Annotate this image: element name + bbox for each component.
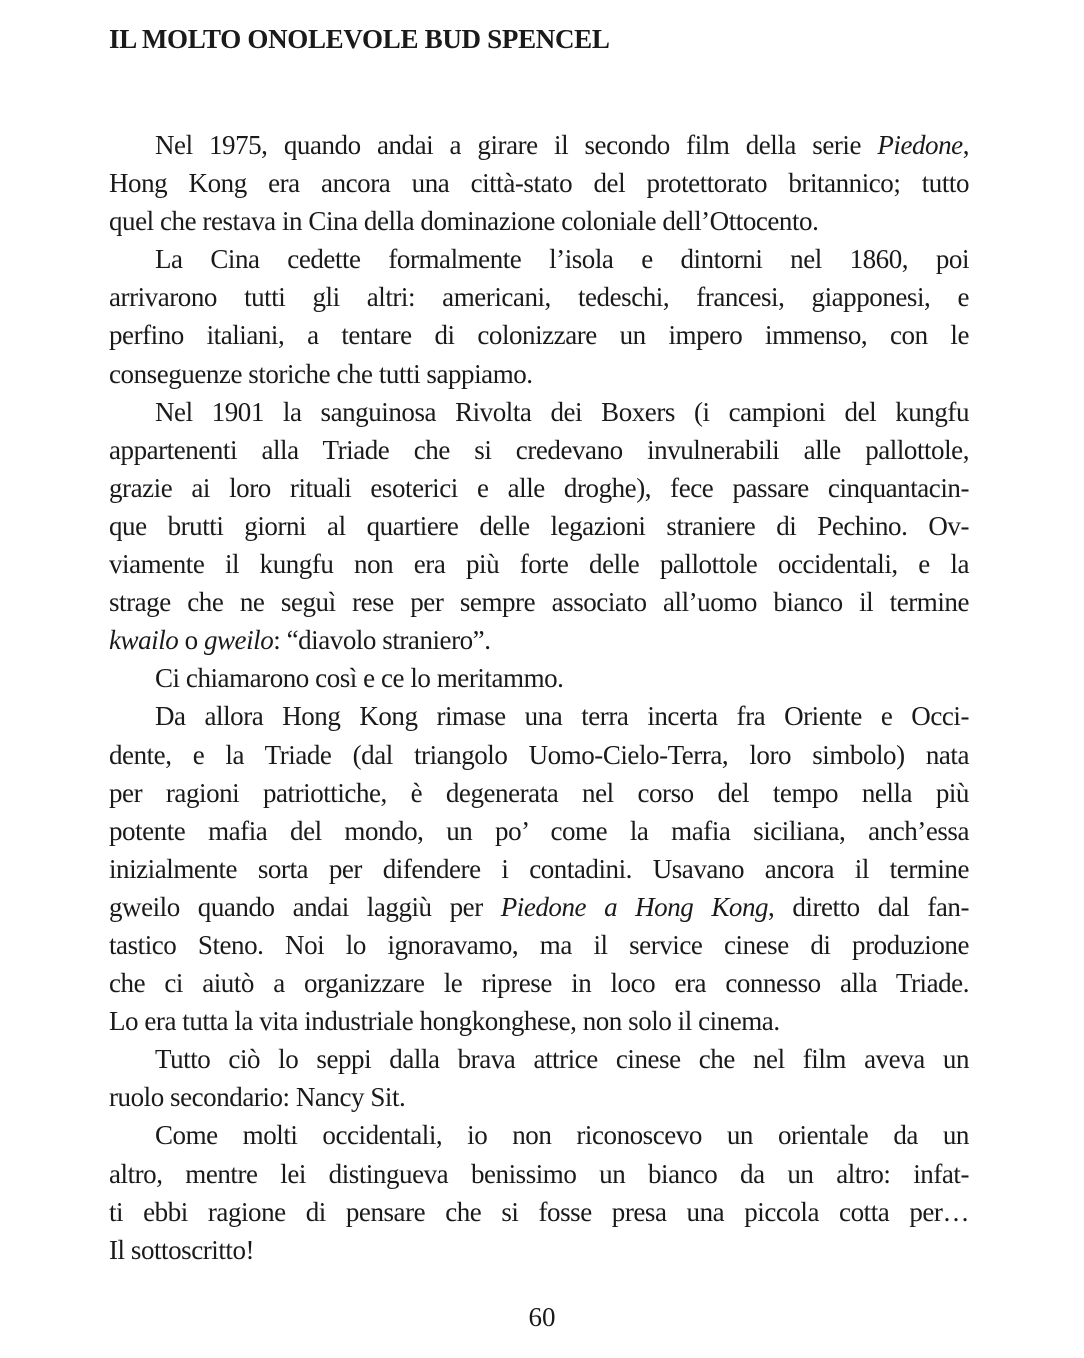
page-number: 60 xyxy=(528,1302,556,1332)
text-line xyxy=(109,164,969,202)
text-line xyxy=(109,240,969,278)
text-line xyxy=(109,507,969,545)
text-run: quel che restava in Cina della dominazione coloniale dell’Ottocento. xyxy=(109,206,819,237)
text-line xyxy=(109,355,969,393)
text-line xyxy=(109,812,969,850)
text-line xyxy=(109,964,969,1002)
text-line xyxy=(109,583,969,621)
text-line xyxy=(109,469,969,507)
text-line xyxy=(109,621,969,659)
text-run: strage che ne seguì rese per sempre associato all’uomo bianco il termine xyxy=(109,587,969,618)
text-run: Tutto ciò lo seppi dalla brava attrice cinese che nel film aveva un xyxy=(155,1044,969,1075)
text-line xyxy=(109,1193,969,1231)
paragraph xyxy=(109,240,969,392)
text-run: Come molti occidentali, io non riconoscevo un orientale da un xyxy=(155,1120,969,1151)
text-line xyxy=(109,393,969,431)
text-line xyxy=(109,202,969,240)
text-run: Lo era tutta la vita industriale hongkonghese, non solo il cinema. xyxy=(109,1006,780,1037)
text-run: viamente il kungfu non era più forte delle pallottole occidentali, e la xyxy=(109,549,969,580)
text-line xyxy=(109,888,969,926)
text-run: per ragioni patriottiche, è degenerata nel corso del tempo nella più xyxy=(109,777,969,808)
text-run: : “diavolo straniero”. xyxy=(273,625,491,656)
text-run: appartenenti alla Triade che si credevano invulnerabili alle pallottole, xyxy=(109,434,969,465)
text-line xyxy=(109,850,969,888)
text-line xyxy=(109,926,969,964)
text-run: Nel 1975, quando andai a girare il secondo film della serie xyxy=(155,130,878,160)
text-run: Da allora Hong Kong rimase una terra incerta fra Oriente e Occi- xyxy=(155,701,969,732)
text-line xyxy=(109,316,969,354)
text-run: o xyxy=(178,625,204,656)
text-run: perfino italiani, a tentare di colonizzare un impero immenso, con le xyxy=(109,320,969,351)
text-run: Nel 1901 la sanguinosa Rivolta dei Boxers (i campioni del kungfu xyxy=(155,396,969,427)
text-run: arrivarono tutti gli altri: americani, tedeschi, francesi, giapponesi, e xyxy=(109,282,969,313)
italic-text: Piedone xyxy=(877,130,963,160)
text-run: altro, mentre lei distingueva benissimo un bianco da un altro: infat- xyxy=(109,1158,969,1189)
text-line xyxy=(109,1155,969,1193)
italic-text: Piedone a Hong Kong xyxy=(500,891,769,922)
text-line xyxy=(109,736,969,774)
text-run: tastico Steno. Noi lo ignoravamo, ma il service cinese di produzione xyxy=(109,929,969,960)
text-run: dente, e la Triade (dal triangolo Uomo-Cielo-Terra, loro simbolo) nata xyxy=(109,739,969,770)
text-run: , xyxy=(962,130,969,160)
paragraph xyxy=(109,1116,969,1268)
italic-text: kwailo xyxy=(109,625,179,656)
text-line xyxy=(109,431,969,469)
text-line xyxy=(109,545,969,583)
text-run: ruolo secondario: Nancy Sit. xyxy=(109,1082,406,1113)
text-line xyxy=(109,774,969,812)
text-run: Ci chiamarono così e ce lo meritammo. xyxy=(155,663,564,694)
text-run: que brutti giorni al quartiere delle legazioni straniere di Pechino. Ov- xyxy=(109,510,969,541)
running-header: IL MOLTO ONOLEVOLE BUD SPENCEL xyxy=(109,24,610,54)
text-line xyxy=(109,278,969,316)
text-line xyxy=(109,1116,969,1154)
text-run: Hong Kong era ancora una città-stato del protettorato britannico; tutto xyxy=(109,168,969,199)
body-text xyxy=(109,126,969,1269)
text-run: che ci aiutò a organizzare le riprese in loco era connesso alla Triade. xyxy=(109,968,969,999)
text-run: gweilo quando andai laggiù per xyxy=(109,891,501,922)
text-run: grazie ai loro rituali esoterici e alle droghe), fece passare cinquantacin- xyxy=(109,472,969,503)
text-line xyxy=(109,126,969,164)
text-run: Il sottoscritto! xyxy=(109,1234,255,1265)
italic-text: gweilo xyxy=(203,625,274,656)
text-run: conseguenze storiche che tutti sappiamo. xyxy=(109,358,533,389)
text-line xyxy=(109,1231,969,1269)
text-line xyxy=(109,1078,969,1116)
text-run: La Cina cedette formalmente l’isola e dintorni nel 1860, poi xyxy=(155,244,969,275)
paragraph xyxy=(109,1040,969,1116)
text-run: potente mafia del mondo, un po’ come la mafia siciliana, anch’essa xyxy=(109,815,969,846)
paragraph xyxy=(109,126,969,240)
paragraph xyxy=(109,697,969,1040)
text-line xyxy=(109,1040,969,1078)
text-run: inizialmente sorta per difendere i contadini. Usavano ancora il termine xyxy=(109,853,969,884)
text-run: , diretto dal fan- xyxy=(768,891,970,922)
text-line xyxy=(109,1002,969,1040)
text-line xyxy=(109,697,969,735)
text-run: ti ebbi ragione di pensare che si fosse presa una piccola cotta per… xyxy=(109,1196,969,1227)
paragraph xyxy=(109,659,969,697)
paragraph xyxy=(109,393,969,660)
text-line xyxy=(109,659,969,697)
